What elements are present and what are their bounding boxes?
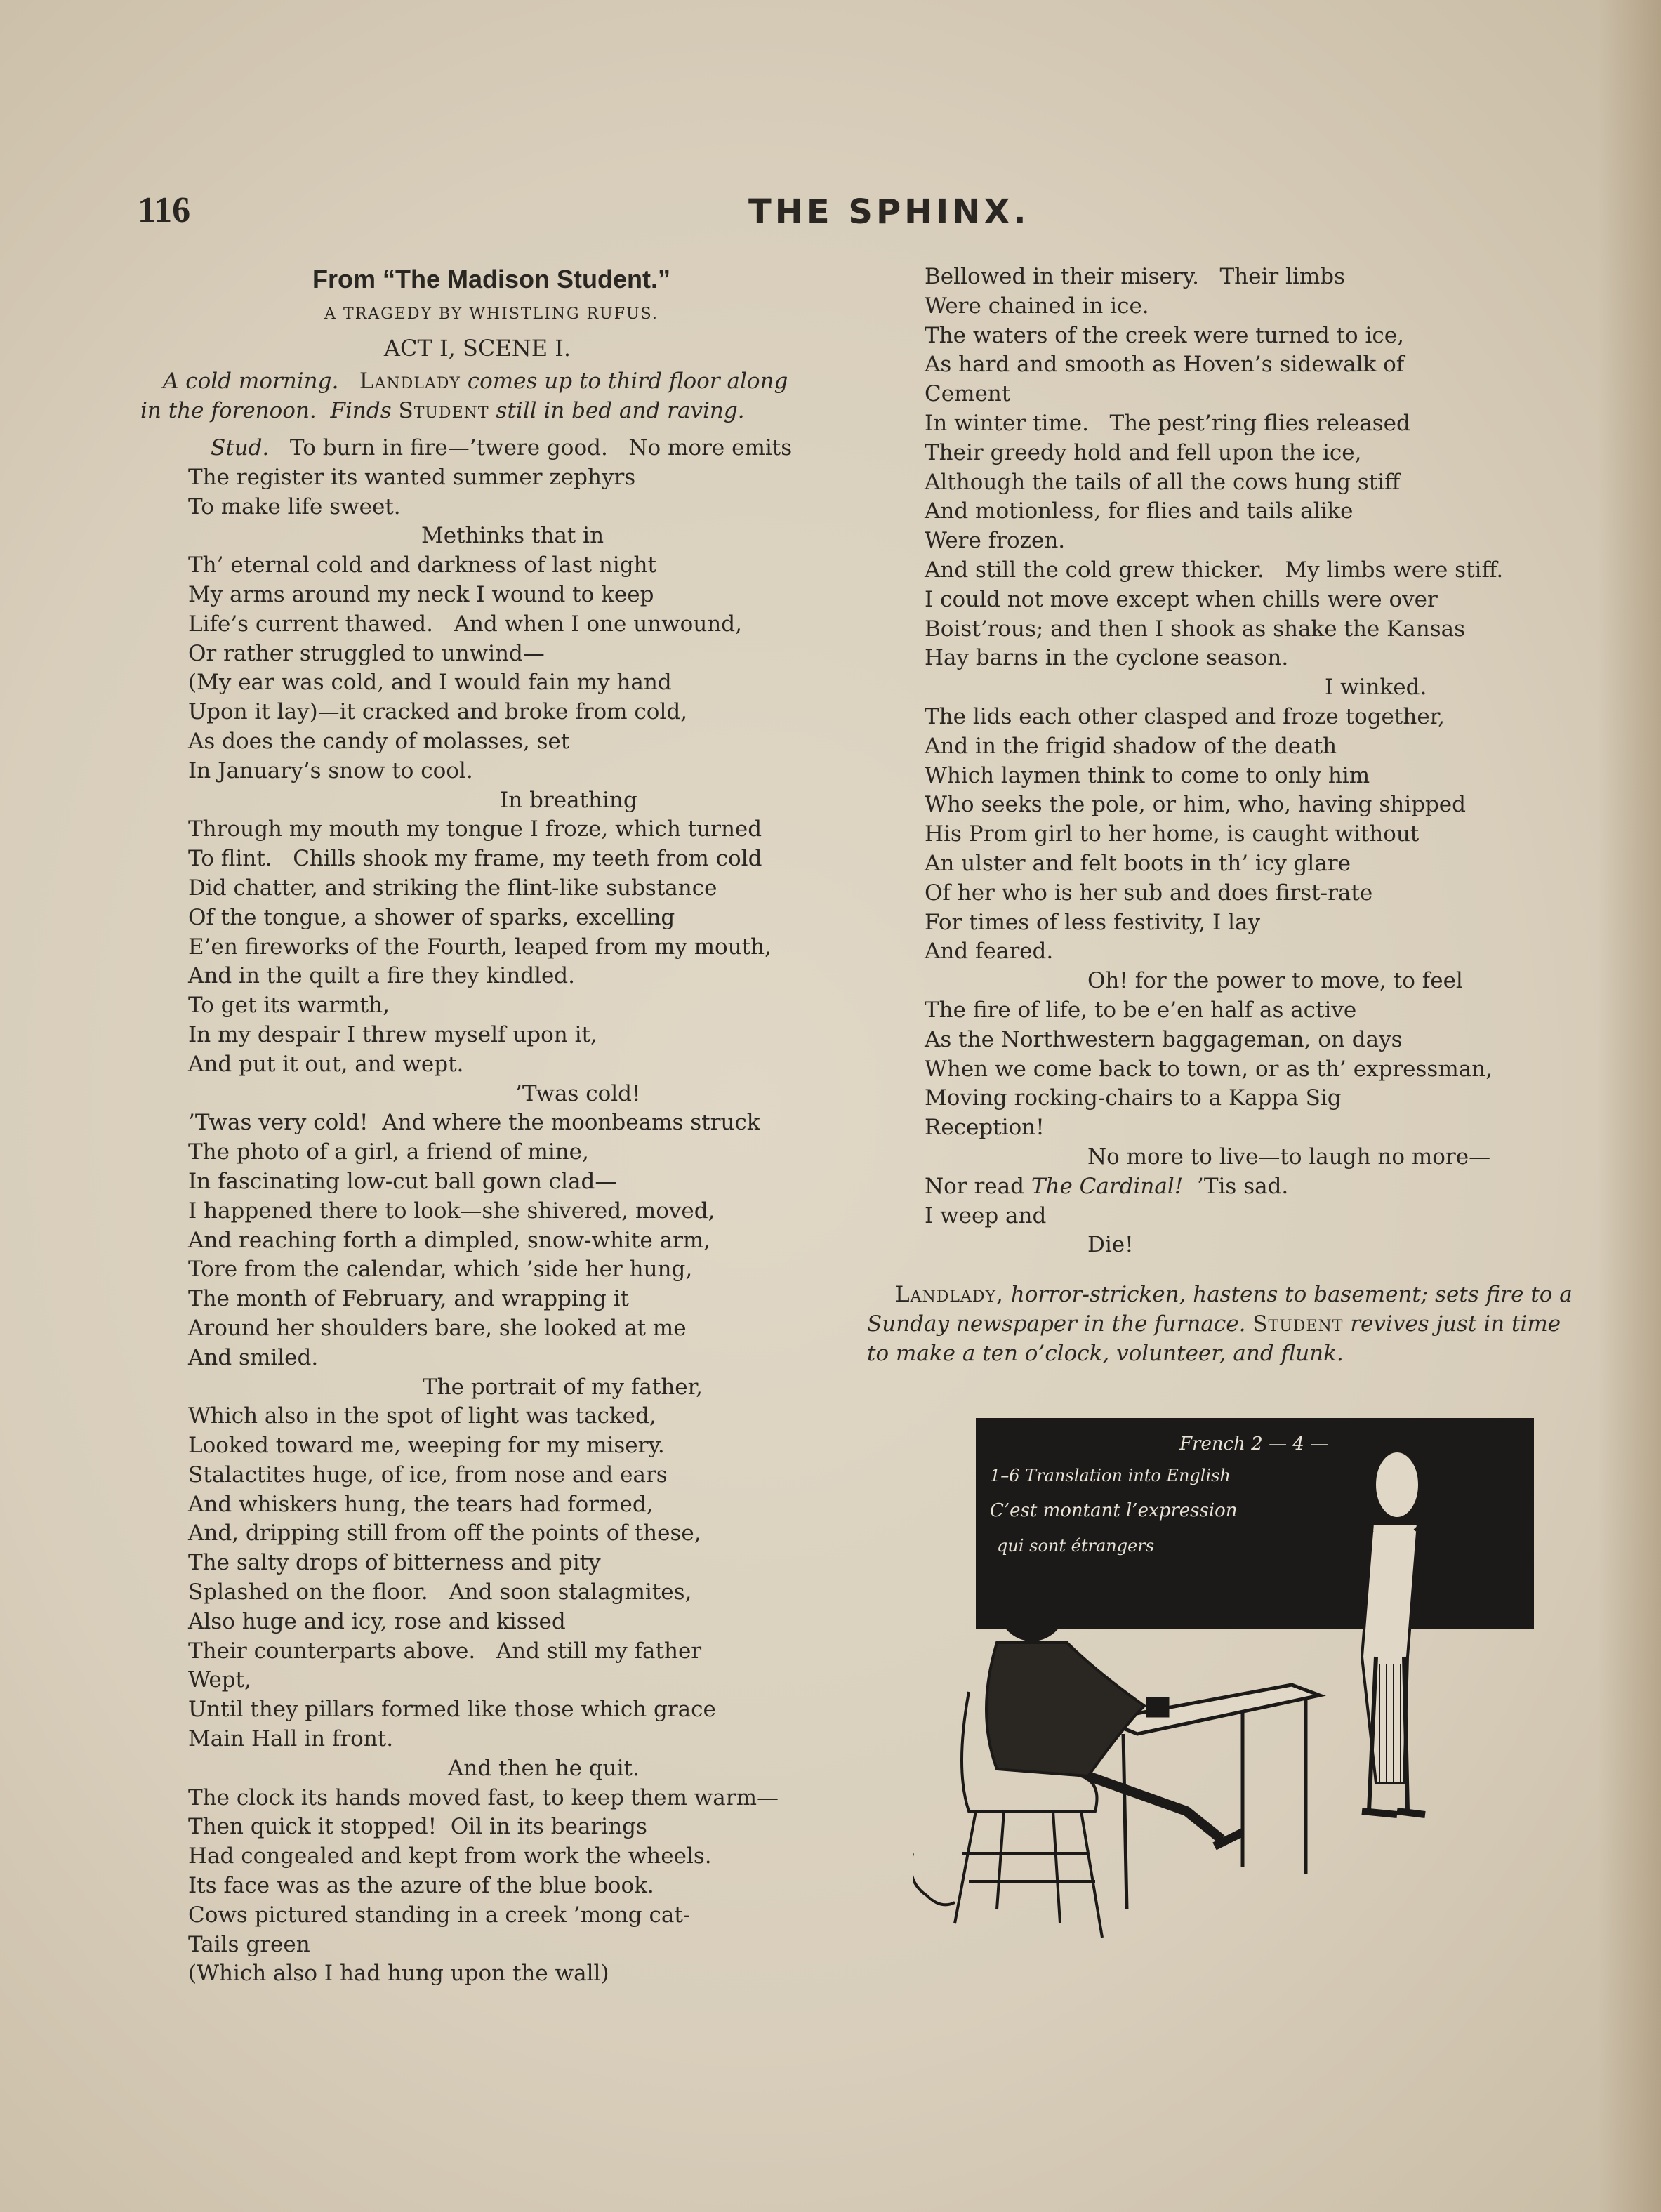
verse-line: Of her who is her sub and does first-rate bbox=[925, 880, 1373, 906]
verse-line: The register its wanted summer zephyrs bbox=[188, 464, 636, 490]
verse-line: Cement bbox=[925, 381, 1011, 407]
verse-line: And in the frigid shadow of the death bbox=[925, 733, 1337, 759]
verse-line: Splashed on the floor. And soon stalagmites, bbox=[188, 1579, 692, 1605]
verse-line: Did chatter, and striking the flint-like substance bbox=[188, 875, 717, 901]
verse-line: Boist’rous; and then I shook as shake the Kansas bbox=[925, 616, 1466, 642]
stage-text: A cold morning. bbox=[163, 369, 339, 394]
blackboard-writing: French 2 — 4 — bbox=[1179, 1433, 1329, 1455]
verse-line: In January’s snow to cool. bbox=[188, 757, 473, 783]
verse-line: For times of less festivity, I lay bbox=[925, 909, 1261, 935]
verse-line: And reaching forth a dimpled, snow-white arm, bbox=[188, 1227, 711, 1253]
verse-line: Tails green bbox=[188, 1931, 310, 1957]
verse-line: Of the tongue, a shower of sparks, excelling bbox=[188, 904, 675, 930]
verse-line: As hard and smooth as Hoven’s sidewalk of bbox=[925, 352, 1405, 378]
verse-line: Upon it lay)—it cracked and broke from cold, bbox=[188, 699, 688, 725]
verse-line: Cows pictured standing in a creek ’mong cat- bbox=[188, 1902, 691, 1928]
verse-line: And whiskers hung, the tears had formed, bbox=[188, 1491, 654, 1517]
verse-line: Tore from the calendar, which ’side her hung, bbox=[188, 1257, 693, 1283]
verse-line: To flint. Chills shook my frame, my teeth from cold bbox=[188, 846, 762, 872]
verse-line: Their greedy hold and fell upon the ice, bbox=[925, 439, 1362, 465]
speaker-label: Stud. bbox=[211, 435, 270, 461]
verse-line: And motionless, for flies and tails alike bbox=[925, 498, 1354, 524]
verse-line: To make life sweet. bbox=[188, 494, 401, 519]
verse-line: In winter time. The pest’ring flies released bbox=[925, 410, 1410, 436]
verse-line: Around her shoulders bare, she looked at me bbox=[188, 1315, 687, 1341]
verse-line: I happened there to look—she shivered, moved, bbox=[188, 1198, 715, 1224]
verse-line: Methinks that in bbox=[421, 523, 604, 549]
verse-line: The clock its hands moved fast, to keep them warm— bbox=[188, 1784, 779, 1810]
blackboard-writing: C’est montant l’expression bbox=[990, 1500, 1238, 1521]
verse-line: To burn in fire—’twere good. No more emits bbox=[289, 435, 793, 461]
blackboard-writing: qui sont étrangers bbox=[997, 1536, 1155, 1556]
verse-line: Looked toward me, weeping for my misery. bbox=[188, 1433, 665, 1459]
verse-line: Main Hall in front. bbox=[188, 1726, 394, 1752]
stage-text: in the forenoon. Finds bbox=[140, 398, 392, 423]
verse-line: Oh! for the power to move, to feel bbox=[1087, 968, 1463, 994]
stage-direction bbox=[140, 366, 849, 425]
verse-line: ’Twas very cold! And where the moonbeams struck bbox=[188, 1110, 760, 1136]
stage-text: still in bed and raving. bbox=[496, 398, 745, 423]
verse-line: Nor read bbox=[925, 1173, 1024, 1199]
verse-line: No more to live—to laugh no more— bbox=[1087, 1144, 1491, 1170]
verse-line: And smiled. bbox=[188, 1344, 319, 1370]
verse-line: Their counterparts above. And still my father bbox=[188, 1638, 702, 1664]
stage-text: comes up to third floor along bbox=[467, 369, 788, 394]
verse-line: Which also in the spot of light was tacked, bbox=[188, 1403, 656, 1429]
verse-line: His Prom girl to her home, is caught without bbox=[925, 821, 1420, 847]
verse-line: Bellowed in their misery. Their limbs bbox=[925, 264, 1346, 289]
verse-line: And in the quilt a fire they kindled. bbox=[188, 963, 575, 989]
verse-line: The fire of life, to be e’en half as active bbox=[925, 997, 1357, 1023]
verse-line: Although the tails of all the cows hung stiff bbox=[925, 469, 1401, 495]
article-title: From “The Madison Student.” bbox=[312, 265, 670, 293]
character-name-student: Student bbox=[1252, 1311, 1344, 1337]
verse-line: E’en fireworks of the Fourth, leaped from my mouth, bbox=[188, 934, 772, 960]
verse-line: Until they pillars formed like those which grace bbox=[188, 1697, 716, 1723]
verse-line: The salty drops of bitterness and pity bbox=[188, 1550, 601, 1576]
verse-line: Through my mouth my tongue I froze, which turned bbox=[188, 816, 762, 842]
verse-line: As the Northwestern baggageman, on days bbox=[925, 1026, 1403, 1052]
verse-line: And still the cold grew thicker. My limbs were stiff. bbox=[925, 557, 1504, 583]
verse-line: I winked. bbox=[1325, 675, 1427, 701]
verse-line: Also huge and icy, rose and kissed bbox=[188, 1608, 566, 1634]
blackboard-writing: 1–6 Translation into English bbox=[990, 1466, 1231, 1485]
verse-line: Were chained in ice. bbox=[925, 293, 1149, 319]
verse-line: In breathing bbox=[500, 787, 637, 813]
verse-line: My arms around my neck I wound to keep bbox=[188, 581, 654, 607]
page-gutter-shadow bbox=[1598, 0, 1661, 2212]
verse-line: And put it out, and wept. bbox=[188, 1051, 464, 1077]
verse-line: And feared. bbox=[925, 939, 1054, 965]
verse-line: The portrait of my father, bbox=[423, 1374, 703, 1400]
verse-line: Who seeks the pole, or him, who, having shipped bbox=[925, 792, 1466, 818]
verse-line: Were frozen. bbox=[925, 528, 1066, 554]
verse-line: Th’ eternal cold and darkness of last night bbox=[188, 552, 656, 578]
verse-line: I weep and bbox=[925, 1203, 1047, 1228]
verse-line: Its face was as the azure of the blue book. bbox=[188, 1873, 654, 1899]
verse-line: ’Twas cold! bbox=[515, 1080, 641, 1106]
verse-line: The waters of the creek were turned to ice, bbox=[925, 322, 1404, 348]
verse-line: Had congealed and kept from work the wheels. bbox=[188, 1843, 712, 1869]
verse-line: ’Tis sad. bbox=[1196, 1173, 1289, 1199]
running-title: THE SPHINX. bbox=[748, 192, 1030, 232]
verse-line: When we come back to town, or as th’ expressman, bbox=[925, 1056, 1493, 1082]
verse-line: And then he quit. bbox=[448, 1755, 640, 1781]
verse-block-right bbox=[925, 263, 1597, 1260]
verse-line: Stalactites huge, of ice, from nose and ears bbox=[188, 1462, 668, 1488]
verse-line: In fascinating low-cut ball gown clad— bbox=[188, 1168, 617, 1194]
character-name-landlady: Landlady bbox=[359, 369, 461, 394]
verse-line: And, dripping still from off the points of these, bbox=[188, 1521, 701, 1547]
stage-text: horror-stricken, hastens to basement; sets fire to a Sunday newspaper in the furnace. bbox=[867, 1282, 1573, 1337]
closing-stage-direction bbox=[867, 1280, 1583, 1368]
verse-line: (My ear was cold, and I would fain my hand bbox=[188, 670, 672, 696]
verse-line: Then quick it stopped! Oil in its bearings bbox=[188, 1814, 647, 1840]
page-header bbox=[138, 190, 1471, 239]
verse-line: The photo of a girl, a friend of mine, bbox=[188, 1139, 589, 1165]
verse-line: (Which also I had hung upon the wall) bbox=[188, 1961, 609, 1987]
verse-block-left bbox=[188, 434, 849, 1989]
verse-line: Or rather struggled to unwind— bbox=[188, 640, 545, 666]
scene-heading: ACT I, SCENE I. bbox=[383, 335, 571, 362]
verse-line: The month of February, and wrapping it bbox=[188, 1286, 629, 1312]
verse-line: An ulster and felt boots in th’ icy glare bbox=[925, 850, 1351, 876]
verse-line: To get its warmth, bbox=[188, 993, 390, 1019]
article-byline: A TRAGEDY BY WHISTLING RUFUS. bbox=[324, 305, 659, 323]
left-column bbox=[140, 260, 849, 1989]
right-column bbox=[867, 263, 1597, 1368]
publication-title: The Cardinal! bbox=[1031, 1173, 1184, 1199]
page-number: 116 bbox=[138, 190, 191, 230]
verse-line: Which laymen think to come to only him bbox=[925, 762, 1370, 788]
verse-line: Hay barns in the cyclone season. bbox=[925, 645, 1289, 671]
verse-line: The lids each other clasped and froze together, bbox=[925, 703, 1445, 729]
verse-line: Life’s current thawed. And when I one unwound, bbox=[188, 611, 742, 637]
character-name-student: Student bbox=[398, 398, 489, 423]
verse-line: In my despair I threw myself upon it, bbox=[188, 1021, 597, 1047]
verse-line: As does the candy of molasses, set bbox=[188, 728, 570, 754]
stage-text: revives just in time to make a ten o’clock, volunteer, and flunk. bbox=[867, 1311, 1561, 1367]
character-name-landlady: Landlady, bbox=[895, 1282, 1004, 1308]
verse-line: Moving rocking-chairs to a Kappa Sig bbox=[925, 1085, 1342, 1111]
verse-line: Reception! bbox=[925, 1115, 1045, 1141]
verse-line: Die! bbox=[1087, 1232, 1134, 1258]
verse-line: Wept, bbox=[188, 1667, 251, 1693]
verse-line: I could not move except when chills were over bbox=[925, 586, 1438, 612]
classroom-illustration bbox=[913, 1418, 1544, 1959]
